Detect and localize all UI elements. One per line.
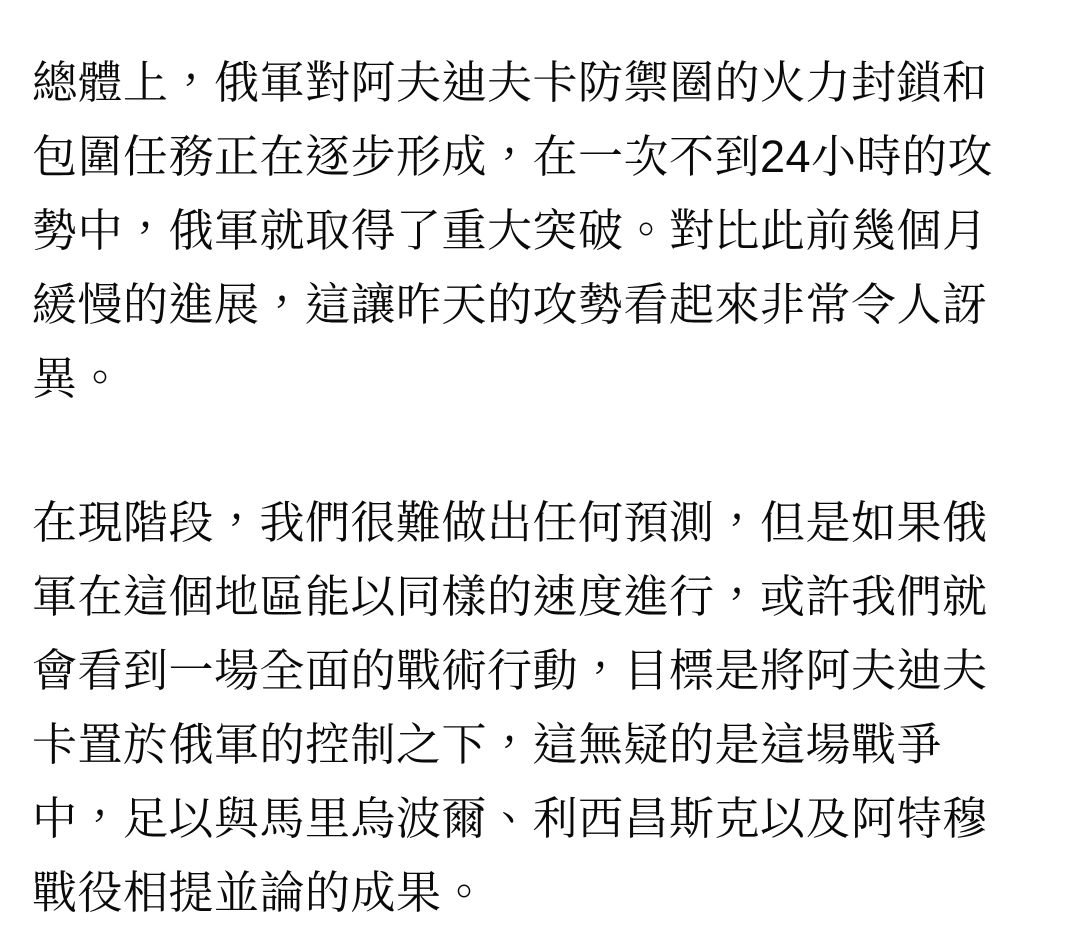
paragraph-1: 總體上，俄軍對阿夫迪夫卡防禦圈的火力封鎖和包圍任務正在逐步形成，在一次不到24小時的攻勢中，俄軍就取得了重大突破。對比此前幾個月緩慢的進展，這讓昨天的攻勢看起來非常令人訝異。 xyxy=(32,57,994,404)
article-body xyxy=(32,46,1020,930)
paragraph-2: 在現階段，我們很難做出任何預測，但是如果俄軍在這個地區能以同樣的速度進行，或許我們就會看到一場全面的戰術行動，目標是將阿夫迪夫卡置於俄軍的控制之下，這無疑的是這場戰爭中，足以與馬里烏波爾、利西昌斯克以及阿特穆戰役相提並論的成果。 xyxy=(32,497,988,918)
